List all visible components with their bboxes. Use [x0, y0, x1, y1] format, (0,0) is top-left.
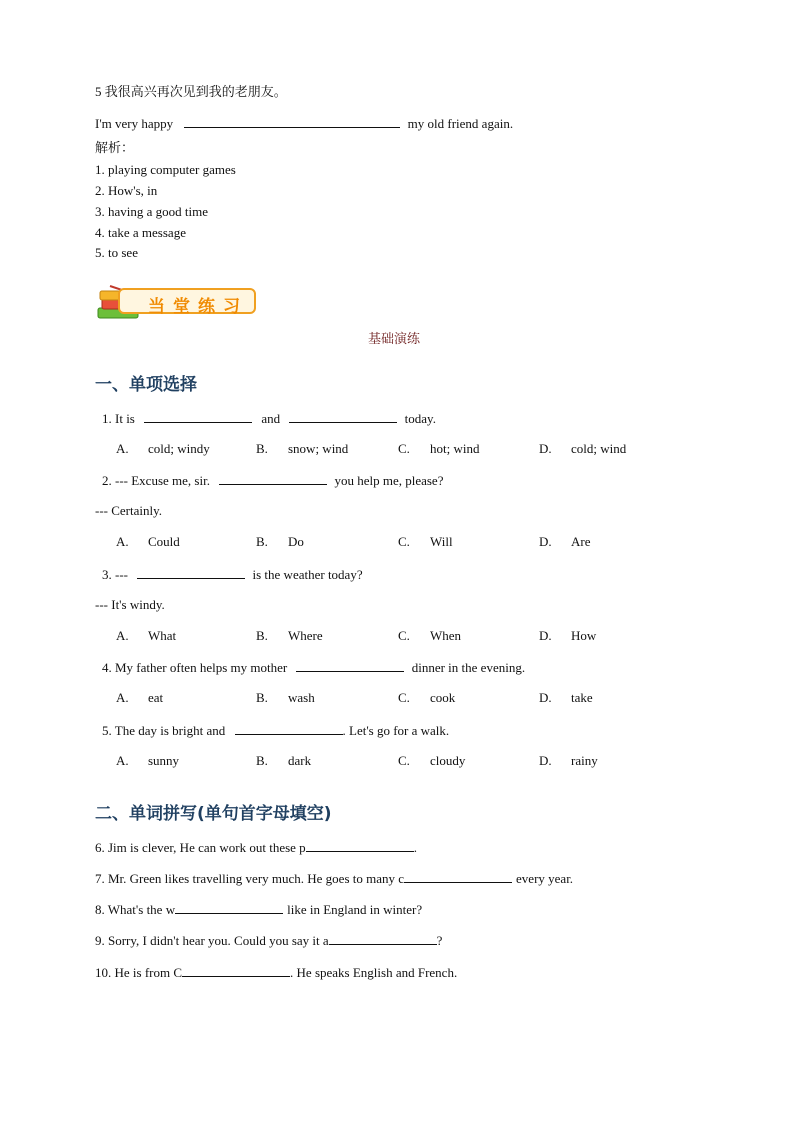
q3-option-b[interactable]: B. Where: [256, 628, 323, 643]
q1-option-d[interactable]: D. cold; wind: [539, 441, 627, 456]
q5-option-b[interactable]: B. dark: [256, 753, 312, 768]
spelling-item-10: 10. He is from C . He speaks English and French.: [95, 965, 458, 980]
question-2: [102, 472, 443, 489]
q2-stem-a: 2. --- Excuse me, sir.: [102, 473, 210, 488]
question-1: [102, 410, 436, 427]
q2-blank[interactable]: [219, 472, 327, 485]
q3-blank[interactable]: [137, 566, 245, 579]
practice-banner: [96, 284, 264, 324]
q3-stem-a: 3. ---: [102, 567, 128, 582]
q4-option-a[interactable]: A. eat: [116, 690, 164, 705]
answer-5: 5. to see: [95, 245, 138, 260]
spelling-item-8: 8. What's the w like in England in winter?: [95, 902, 423, 917]
banner-ribbon: [118, 288, 256, 317]
spelling-blank-10[interactable]: [182, 964, 290, 977]
answer-2: 2. How's, in: [95, 183, 158, 198]
question-5-english: [95, 115, 513, 132]
q3-stem-b: is the weather today?: [252, 567, 363, 582]
q1-stem-c: today.: [404, 411, 436, 426]
q2-stem-b: you help me, please?: [334, 473, 444, 488]
q4-option-d[interactable]: D. take: [539, 690, 593, 705]
q4-blank[interactable]: [296, 659, 404, 672]
question-5-chinese: 5 我很高兴再次见到我的老朋友。: [95, 84, 287, 99]
q1-blank-2[interactable]: [289, 410, 397, 423]
question-5: [102, 722, 449, 739]
q4-option-b[interactable]: B. wash: [256, 690, 315, 705]
q2-option-c[interactable]: C. Will: [398, 534, 453, 549]
q5-stem-b: . Let's go for a walk.: [342, 723, 450, 738]
q3-option-a[interactable]: A. What: [116, 628, 177, 643]
q3-option-c[interactable]: C. When: [398, 628, 462, 643]
spelling-blank-7[interactable]: [404, 870, 512, 883]
spelling-blank-6[interactable]: [306, 839, 414, 852]
q5-text-before: I'm very happy: [95, 116, 174, 131]
subtitle: 基础演练: [368, 332, 421, 347]
banner-label: 当堂练习: [148, 297, 248, 317]
spelling-blank-9[interactable]: [329, 932, 437, 945]
q2-option-d[interactable]: D. Are: [539, 534, 591, 549]
spelling-blank-8[interactable]: [175, 901, 283, 914]
q5-blank[interactable]: [235, 722, 343, 735]
q1-option-b[interactable]: B. snow; wind: [256, 441, 349, 456]
spelling-item-7: 7. Mr. Green likes travelling very much. He goes to many c every year.: [95, 871, 574, 886]
question-4: [102, 659, 525, 676]
spelling-item-6: 6. Jim is clever, He can work out these p .: [95, 840, 417, 855]
q5-option-a[interactable]: A. sunny: [116, 753, 180, 768]
q1-blank-1[interactable]: [144, 410, 252, 423]
analysis-label: 解析：: [95, 141, 135, 156]
answer-1: 1. playing computer games: [95, 162, 236, 177]
q5-option-d[interactable]: D. rainy: [539, 753, 598, 768]
q2-option-a[interactable]: A. Could: [116, 534, 180, 549]
q5-option-c[interactable]: C. cloudy: [398, 753, 466, 768]
q4-stem-a: 4. My father often helps my mother: [102, 660, 288, 675]
answer-4: 4. take a message: [95, 225, 186, 240]
q5-blank[interactable]: [184, 115, 400, 128]
section-1-title: 一、单项选择: [95, 375, 197, 395]
q1-option-c[interactable]: C. hot; wind: [398, 441, 480, 456]
q1-stem-a: 1. It is: [102, 411, 135, 426]
spelling-item-9: 9. Sorry, I didn't hear you. Could you say it a ?: [95, 933, 443, 948]
q5-text-after: my old friend again.: [407, 116, 514, 131]
q2-option-b[interactable]: B. Do: [256, 534, 304, 549]
q4-option-c[interactable]: C. cook: [398, 690, 456, 705]
q4-stem-b: dinner in the evening.: [411, 660, 526, 675]
q5-stem-a: 5. The day is bright and: [102, 723, 226, 738]
q2-reply: --- Certainly.: [95, 503, 163, 518]
q1-stem-b: and: [261, 411, 281, 426]
q3-option-d[interactable]: D. How: [539, 628, 597, 643]
section-2-title: 二、单词拼写(单句首字母填空): [95, 804, 332, 824]
q1-option-a[interactable]: A. cold; windy: [116, 441, 210, 456]
answer-3: 3. having a good time: [95, 204, 209, 219]
question-3: [102, 566, 363, 583]
q3-reply: --- It's windy.: [95, 597, 165, 612]
